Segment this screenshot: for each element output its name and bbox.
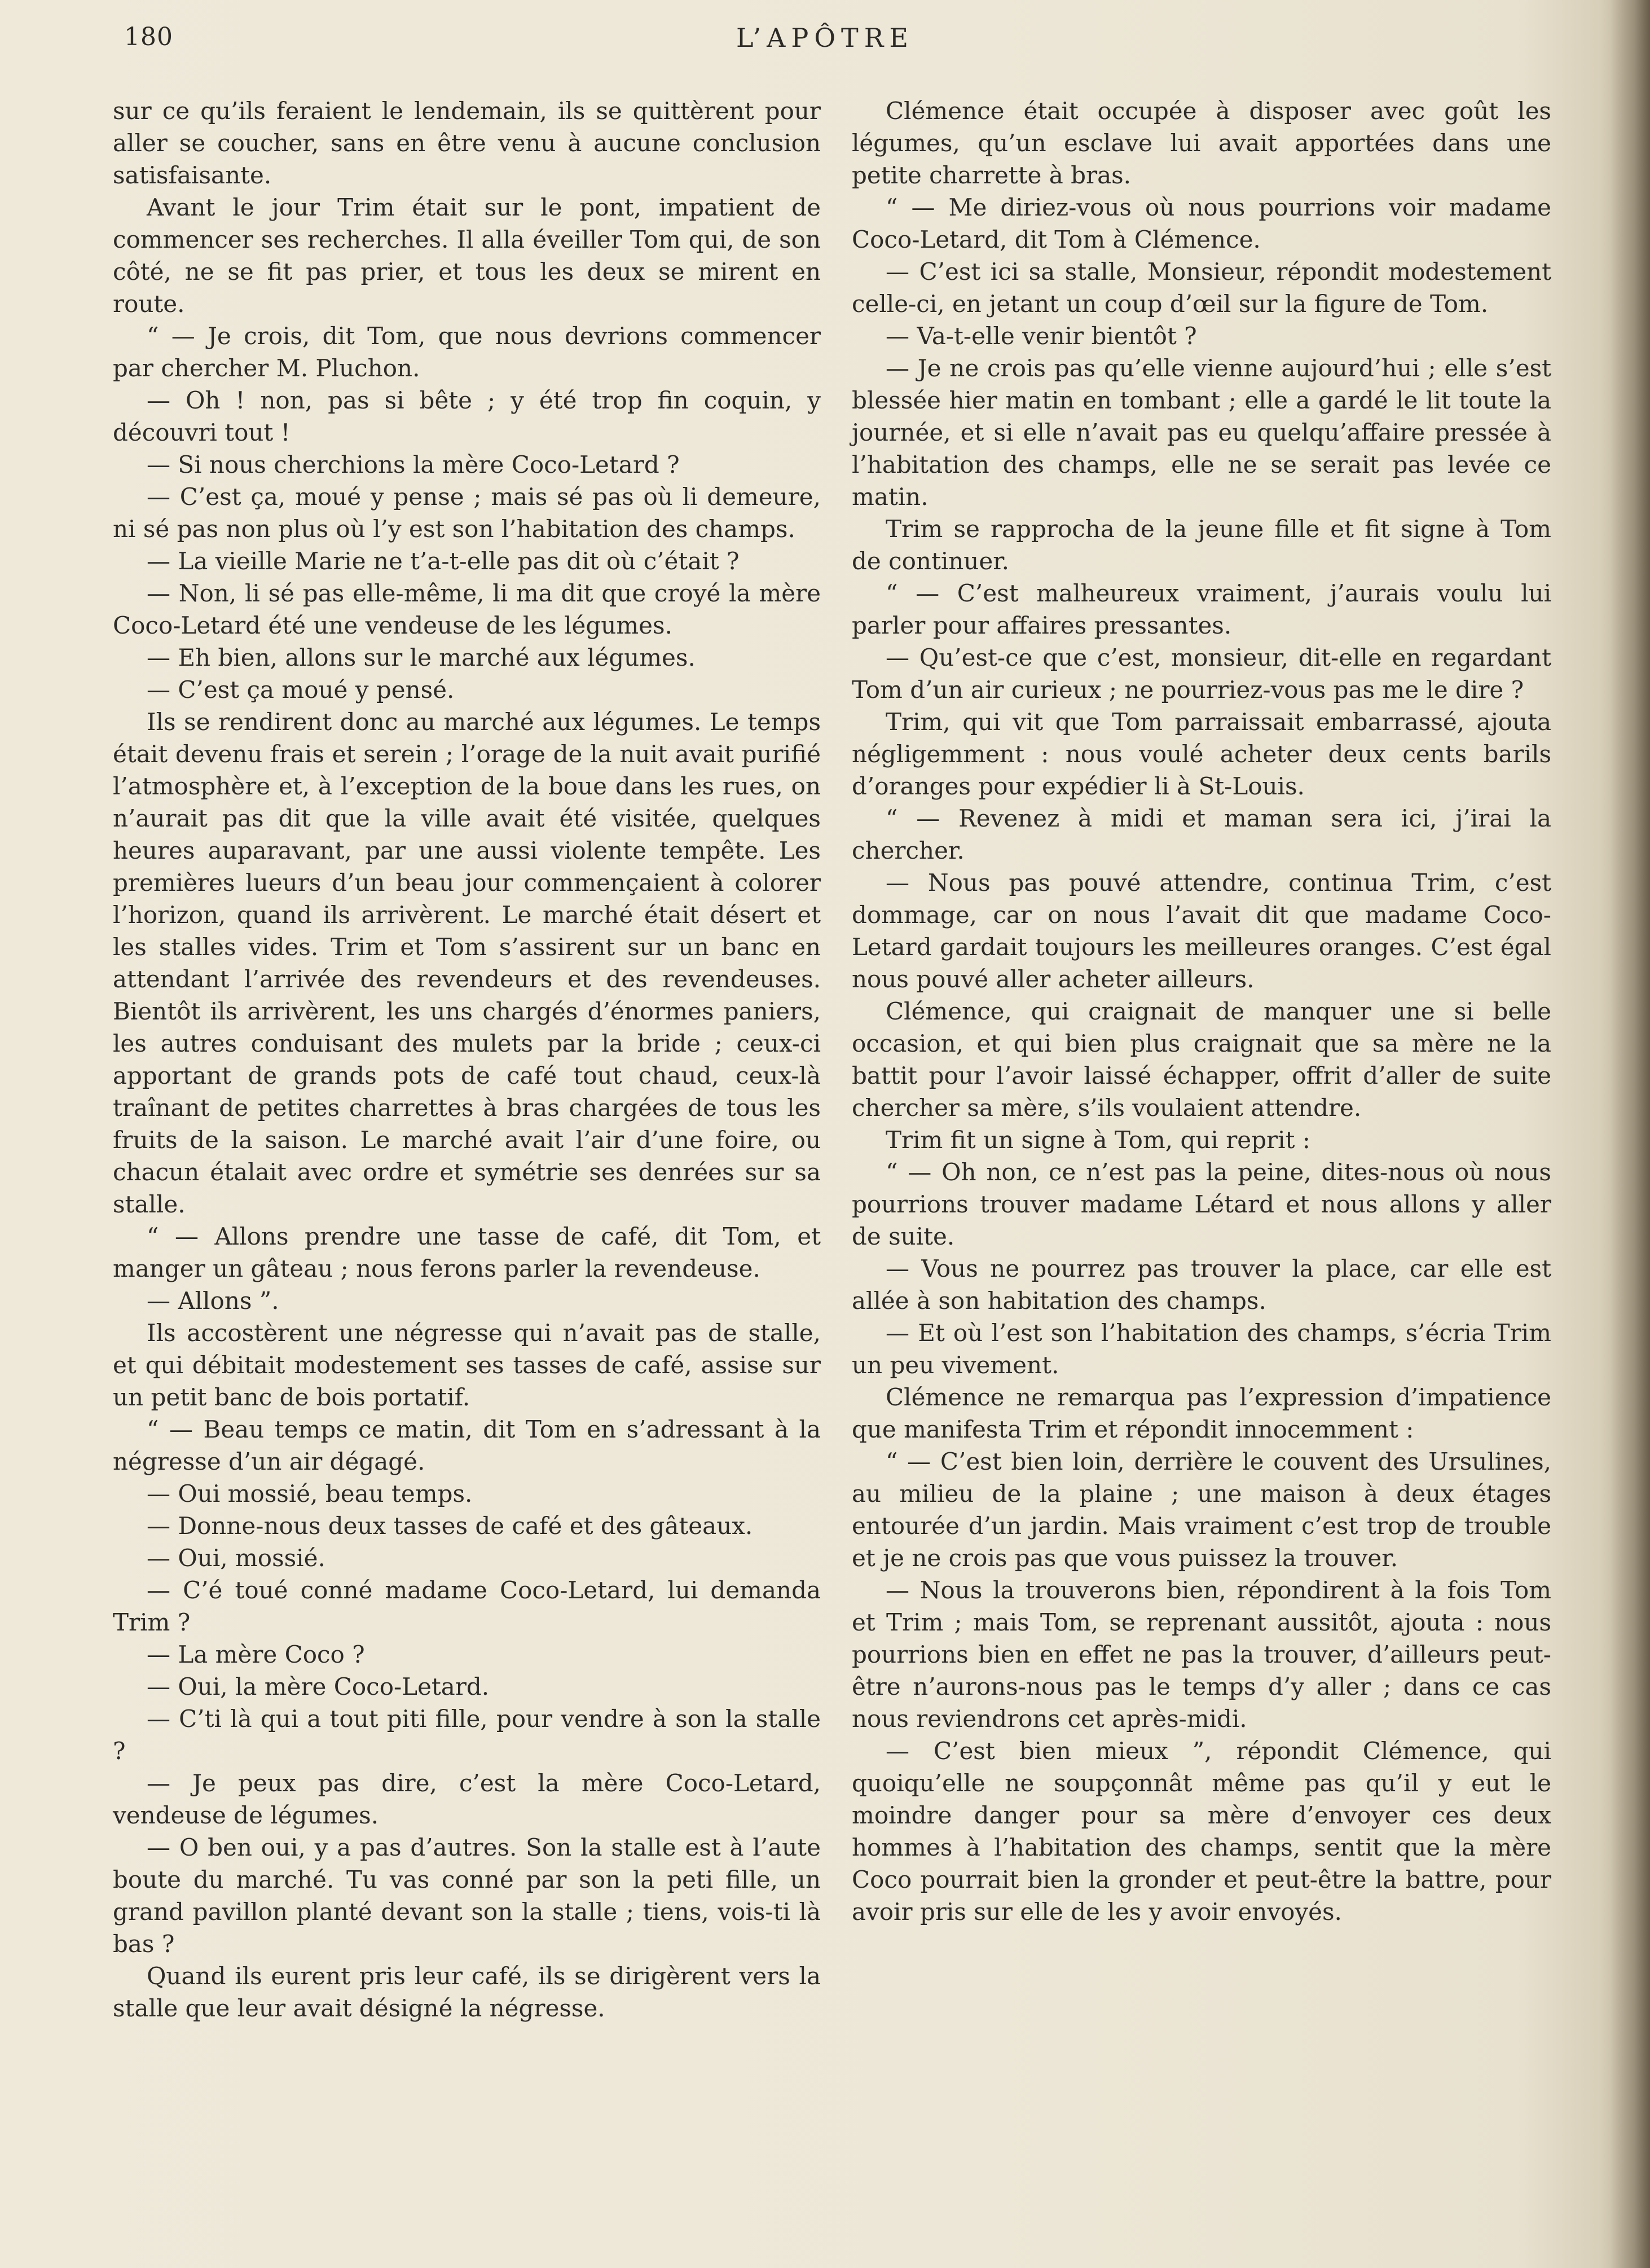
paragraph: — Oui, la mère Coco-Letard.: [147, 1673, 490, 1700]
paragraph: sur ce qu’ils feraient le lendemain, ils se quittèrent pour aller se coucher, sans en être venu à aucune conclusion satisfaisante.: [113, 97, 821, 189]
paragraph: — C’ti là qui a tout piti fille, pour vendre à son la stalle ?: [113, 1705, 821, 1765]
paragraph: “ — Me diriez-vous où nous pourrions voir madame Coco-Letard, dit Tom à Clémence.: [852, 194, 1551, 253]
paragraph: — La vieille Marie ne t’a-t-elle pas dit où c’était ?: [147, 547, 740, 575]
page-number: 180: [124, 23, 173, 51]
paragraph: “ — Allons prendre une tasse de café, dit Tom, et manger un gâteau ; nous ferons parler la revendeuse.: [113, 1223, 821, 1282]
paragraph: — Va-t-elle venir bientôt ?: [886, 322, 1197, 350]
paragraph: — Allons ”.: [147, 1287, 279, 1315]
paragraph: — Donne-nous deux tasses de café et des gâteaux.: [147, 1512, 753, 1540]
paragraph: Clémence, qui craignait de manquer une si belle occasion, et qui bien plus craignait que sa mère ne la battit pour l’avoir laissé échapper, offrit d’aller de suite chercher sa mère, s’ils voulaient attendre.: [852, 997, 1551, 1122]
paragraph: — Non, li sé pas elle-même, li ma dit que croyé la mère Coco-Letard été une vendeuse de les légumes.: [113, 579, 821, 639]
paragraph: — C’est bien mieux ”, répondit Clémence, qui quoiqu’elle ne soupçonnât même pas qu’il y eut le moindre danger pour sa mère d’envoyer ces deux hommes à l’habitation des champs, sentit que la mère Coco pourrait bien la gronder et peut-être la battre, pour avoir pris sur elle de les y avoir envoyés.: [852, 1737, 1551, 1926]
paragraph: — Je ne crois pas qu’elle vienne aujourd’hui ; elle s’est blessée hier matin en tombant ; elle a gardé le lit toute la journée, et si elle n’avait pas eu quelqu’affaire pressée à l’habitation des champs, elle ne se serait pas levée ce matin.: [852, 354, 1551, 511]
paragraph: Trim fit un signe à Tom, qui reprit :: [886, 1126, 1310, 1154]
paragraph: “ — Je crois, dit Tom, que nous devrions commencer par chercher M. Pluchon.: [113, 322, 821, 382]
paragraph: — Nous pas pouvé attendre, continua Trim, c’est dommage, car on nous l’avait dit que madame Coco-Letard gardait toujours les meilleures oranges. C’est égal nous pouvé aller acheter ailleurs.: [852, 869, 1551, 993]
paragraph: Avant le jour Trim était sur le pont, impatient de commencer ses recherches. Il alla éveiller Tom qui, de son côté, ne se fit pas prier, et tous les deux se mirent en route.: [113, 194, 821, 318]
paragraph: — Vous ne pourrez pas trouver la place, car elle est allée à son habitation des champs.: [852, 1255, 1551, 1315]
paragraph: — O ben oui, y a pas d’autres. Son la stalle est à l’aute boute du marché. Tu vas conné par son la peti fille, un grand pavillon planté devant son la stalle ; tiens, vois-ti là bas ?: [113, 1834, 821, 1958]
binding-shadow: [1611, 0, 1650, 2268]
paragraph: “ — Beau temps ce matin, dit Tom en s’adressant à la négresse d’un air dégagé.: [113, 1416, 821, 1475]
paragraph: — Oui, mossié.: [147, 1544, 325, 1572]
paragraph: — Oui mossié, beau temps.: [147, 1480, 473, 1507]
running-title: L’APÔTRE: [736, 23, 914, 53]
paragraph: “ — Revenez à midi et maman sera ici, j’irai la chercher.: [852, 805, 1551, 864]
left-text-column: [113, 95, 821, 2024]
paragraph: Ils se rendirent donc au marché aux légumes. Le temps était devenu frais et serein ; l’orage de la nuit avait purifié l’atmosphère et, à l’exception de la boue dans les rues, on n’aurait pas dit que la ville avait été visitée, quelques heures auparavant, par une aussi violente tempête. Les premières lueurs d’un beau jour commençaient à colorer l’horizon, quand ils arrivèrent. Le marché était désert et les stalles vides. Trim et Tom s’assirent sur un banc en attendant l’arrivée des revendeurs et des revendeuses. Bientôt ils arrivèrent, les uns chargés d’énormes paniers, les autres conduisant des mulets par la bride ; ceux-ci apportant de grands pots de café tout chaud, ceux-là traînant de petites charrettes à bras chargées de tous les fruits de la saison. Le marché avait l’air d’une foire, ou chacun étalait avec ordre et symétrie ses denrées sur sa stalle.: [113, 708, 821, 1218]
paragraph: Quand ils eurent pris leur café, ils se dirigèrent vers la stalle que leur avait désigné la négresse.: [113, 1962, 821, 2022]
paragraph: — La mère Coco ?: [147, 1641, 365, 1668]
paragraph: — Eh bien, allons sur le marché aux légumes.: [147, 644, 696, 671]
paragraph: Clémence ne remarqua pas l’expression d’impatience que manifesta Trim et répondit innocemment :: [852, 1383, 1551, 1443]
paragraph: “ — C’est malheureux vraiment, j’aurais voulu lui parler pour affaires pressantes.: [852, 579, 1551, 639]
paragraph: Ils accostèrent une négresse qui n’avait pas de stalle, et qui débitait modestement ses tasses de café, assise sur un petit banc de bois portatif.: [113, 1319, 821, 1411]
paragraph: — C’est ça moué y pensé.: [147, 676, 455, 704]
paragraph: — Et où l’est son l’habitation des champs, s’écria Trim un peu vivement.: [852, 1319, 1551, 1379]
paragraph: Trim, qui vit que Tom parraissait embarrassé, ajouta négligemment : nous voulé acheter deux cents barils d’oranges pour expédier li à St-Louis.: [852, 708, 1551, 800]
paragraph: — Si nous cherchions la mère Coco-Letard ?: [147, 451, 680, 478]
paragraph: “ — Oh non, ce n’est pas la peine, dites-nous où nous pourrions trouver madame Létard et nous allons y aller de suite.: [852, 1158, 1551, 1250]
paragraph: Trim se rapprocha de la jeune fille et fit signe à Tom de continuer.: [852, 515, 1551, 575]
paragraph: — C’est ici sa stalle, Monsieur, répondit modestement celle-ci, en jetant un coup d’œil sur la figure de Tom.: [852, 258, 1551, 318]
paragraph: — C’é toué conné madame Coco-Letard, lui demanda Trim ?: [113, 1576, 821, 1636]
right-text-column: [852, 95, 1551, 1928]
paragraph: Clémence était occupée à disposer avec goût les légumes, qu’un esclave lui avait apportées dans une petite charrette à bras.: [852, 97, 1551, 189]
paragraph: — Nous la trouverons bien, répondirent à la fois Tom et Trim ; mais Tom, se reprenant aussitôt, ajouta : nous pourrions bien en effet ne pas la trouver, d’ailleurs peut-être n’aurons-nous pas le temps d’y aller ; dans ce cas nous reviendrons cet après-midi.: [852, 1576, 1551, 1733]
paragraph: — Oh ! non, pas si bête ; y été trop fin coquin, y découvri tout !: [113, 386, 821, 446]
paragraph: — C’est ça, moué y pense ; mais sé pas où li demeure, ni sé pas non plus où l’y est son l’habitation des champs.: [113, 483, 821, 543]
paragraph: — Je peux pas dire, c’est la mère Coco-Letard, vendeuse de légumes.: [113, 1769, 821, 1829]
paragraph: — Qu’est-ce que c’est, monsieur, dit-elle en regardant Tom d’un air curieux ; ne pourriez-vous pas me le dire ?: [852, 644, 1551, 704]
paragraph: “ — C’est bien loin, derrière le couvent des Ursulines, au milieu de la plaine ; une maison à deux étages entourée d’un jardin. Mais vraiment c’est trop de trouble et je ne crois pas que vous puissez la trouver.: [852, 1448, 1551, 1572]
